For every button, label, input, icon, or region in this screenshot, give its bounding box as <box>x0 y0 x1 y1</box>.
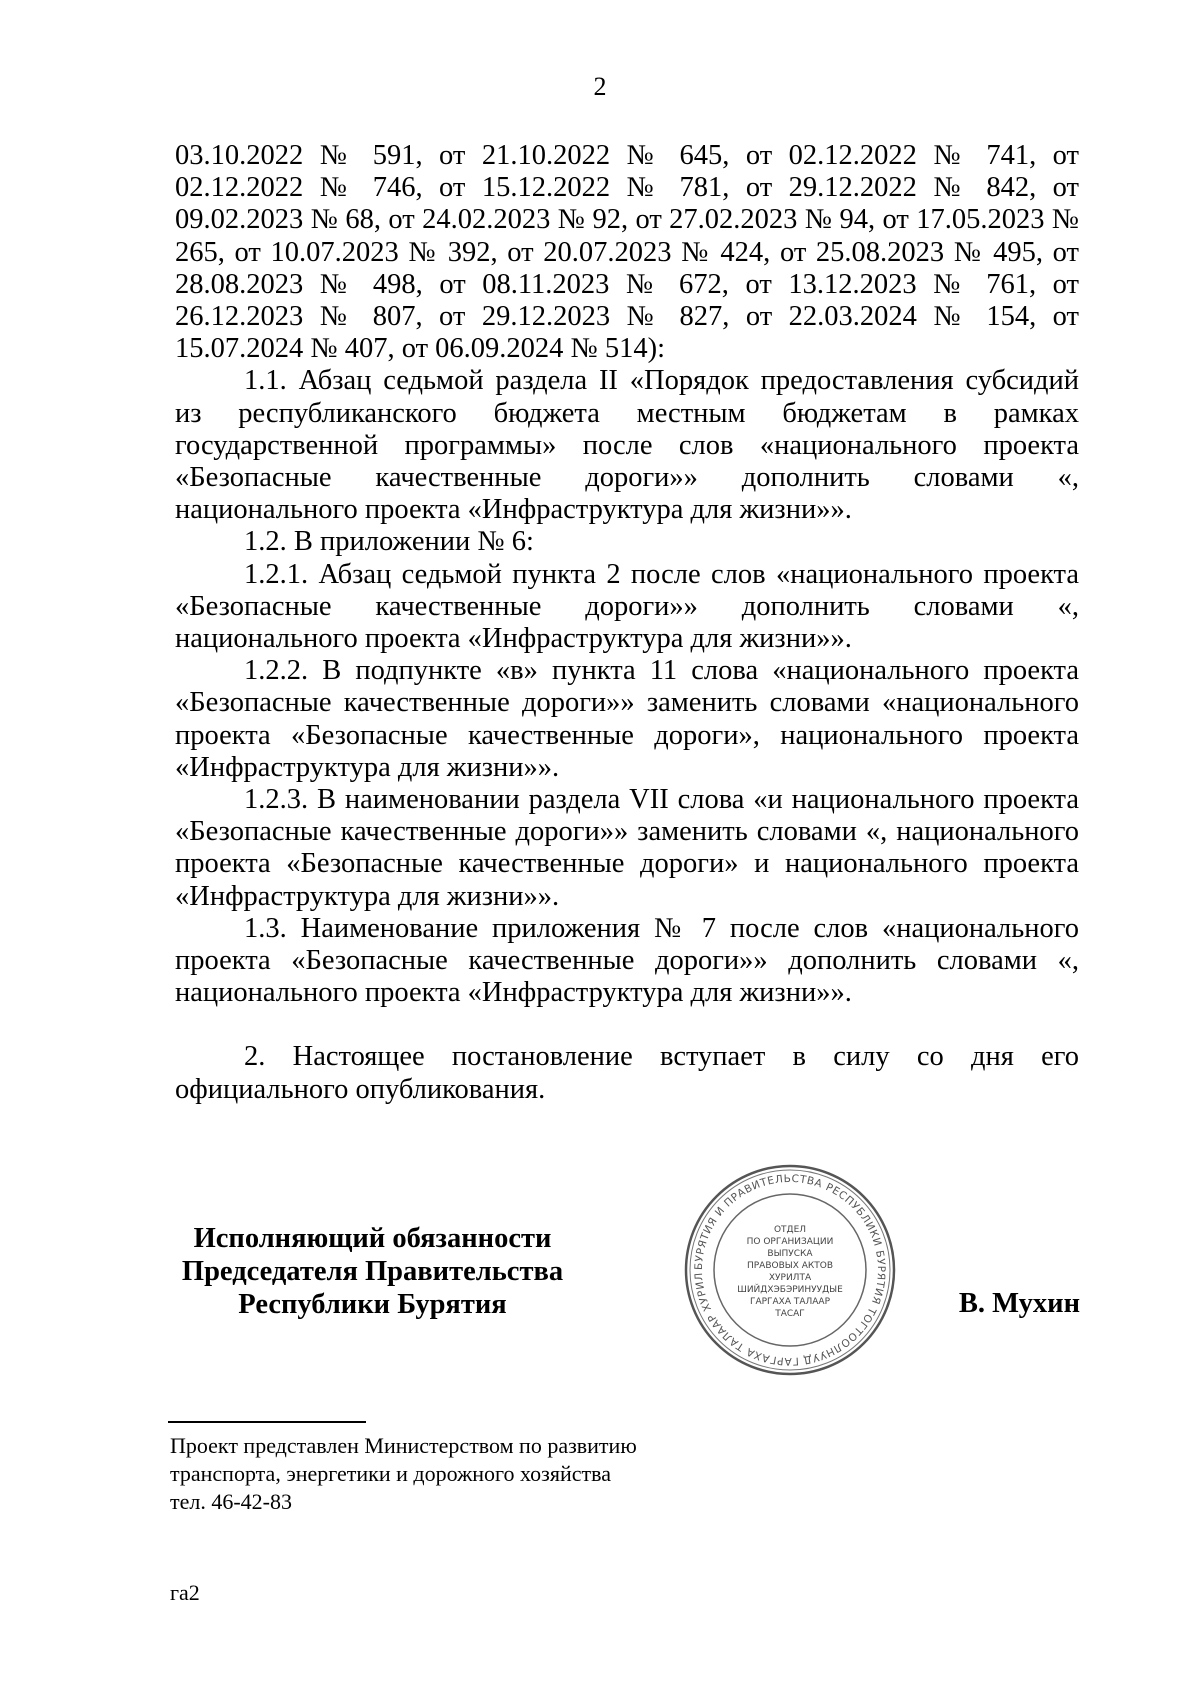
paragraph-2: 2. Настоящее постановление вступает в силу со дня его официального опубликования. <box>175 1041 1079 1105</box>
footnote-line-text: тел. 46-42-83 <box>170 1489 293 1514</box>
seal-inner-text: ТАСАГ <box>775 1309 805 1319</box>
signer-name: В. Мухин <box>958 1288 1080 1319</box>
paragraph-1-3: 1.3. Наименование приложения № 7 после слов «национального проекта «Безопасные качественные дороги»» дополнить словами «, национального проекта «Инфраструктура для жизни»». <box>175 912 1079 1009</box>
paragraph-1-2-2: 1.2.2. В подпункте «в» пункта 11 слова «национального проекта «Безопасные качественные дороги»» заменить словами «национального проекта «Безопасные качественные дороги», национального проекта «Инфраструктура для жизни»». <box>175 655 1079 783</box>
signer-title-line: Республики Бурятия <box>238 1289 507 1320</box>
signer-title <box>175 1222 570 1321</box>
signer-title-line: Исполняющий обязанности <box>193 1223 552 1254</box>
seal-inner-text: ПО ОРГАНИЗАЦИИ <box>746 1237 834 1247</box>
seal-ring-text: БУРЯТИЯ И ПРАВИТЕЛЬСТВА РЕСПУБЛИКИ БУРЯТИЯ ТОГТООЛНУУД ГАРГАХА ТАЛААР ХУРИЛ <box>692 1172 888 1368</box>
seal-inner-text: ШИЙДХЭБЭРИНУУДЫЕ <box>737 1285 843 1295</box>
footnote-line-text: транспорта, энергетики и дорожного хозяйства <box>170 1461 611 1486</box>
paragraph-1-1: 1.1. Абзац седьмой раздела II «Порядок предоставления субсидий из республиканского бюджета местным бюджетам в рамках государственной программы» после слов «национального проекта «Безопасные качественные дороги»» дополнить словами «, национального проекта «Инфраструктура для жизни»». <box>175 365 1079 526</box>
seal-inner-text: ВЫПУСКА <box>767 1249 813 1259</box>
paragraph-1-2-3: 1.2.3. В наименовании раздела VII слова «и национального проекта «Безопасные качественные дороги»» заменить словами «, национального проекта «Безопасные качественные дороги» и национального проекта «Инфраструктура для жизни»». <box>175 784 1079 912</box>
footnote-line-text: Проект представлен Министерством по развитию <box>170 1433 637 1458</box>
seal-inner-text: ОТДЕЛ <box>773 1225 807 1235</box>
page-number: 2 <box>593 72 607 101</box>
seal-inner-text: ПРАВОВЫХ АКТОВ <box>746 1261 834 1271</box>
official-seal <box>680 1160 900 1380</box>
seal-inner-text: ХУРИЛТА <box>768 1273 812 1283</box>
footnote <box>170 1432 770 1516</box>
footnote-divider <box>168 1421 366 1423</box>
paragraph-1-2-1: 1.2.1. Абзац седьмой пункта 2 после слов «национального проекта «Безопасные качественные дороги»» дополнить словами «, национального проекта «Инфраструктура для жизни»». <box>175 558 1079 655</box>
seal-inner-text: ГАРГАХА ТАЛААР <box>749 1297 831 1307</box>
paragraph-1-2: 1.2. В приложении № 6: <box>244 526 534 558</box>
document-body <box>175 140 1079 1106</box>
signer-title-line: Председателя Правительства <box>181 1256 564 1287</box>
document-code: га2 <box>170 1580 200 1605</box>
paragraph-amendment-list: 03.10.2022 № 591, от 21.10.2022 № 645, от 02.12.2022 № 741, от 02.12.2022 № 746, от 15.12.2022 № 781, от 29.12.2022 № 842, от 09.02.2023 № 68, от 24.02.2023 № 92, от 27.02.2023 № 94, от 17.05.2023 № 265, от 10.07.2023 № 392, от 20.07.2023 № 424, от 25.08.2023 № 495, от 28.08.2023 № 498, от 08.11.2023 № 672, от 13.12.2023 № 761, от 26.12.2023 № 807, от 29.12.2023 № 827, от 22.03.2024 № 154, от 15.07.2024 № 407, от 06.09.2024 № 514): <box>175 140 1079 365</box>
